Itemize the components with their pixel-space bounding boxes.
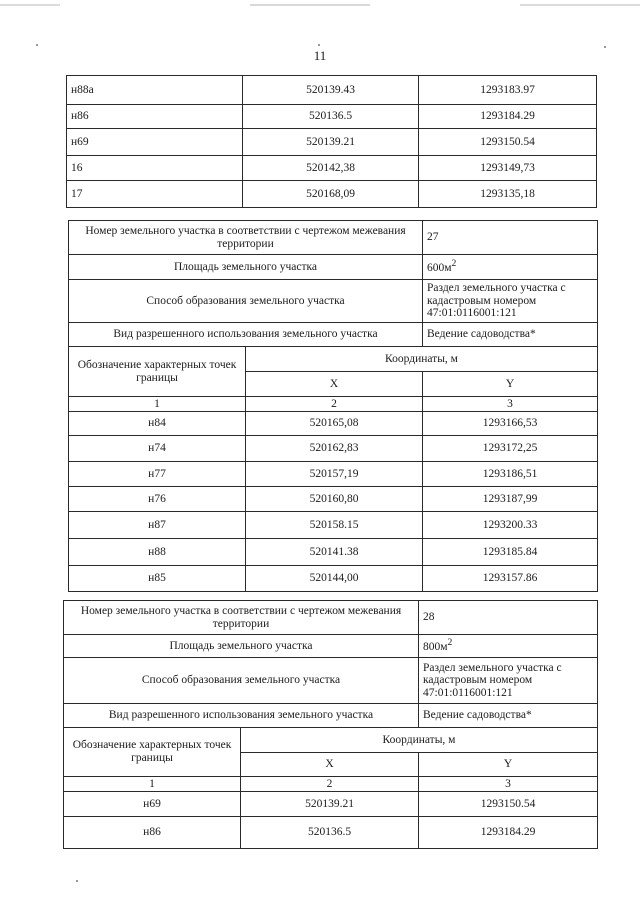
permitted-use-label: Вид разрешенного использования земельного участка	[64, 704, 419, 728]
point-label: н86	[64, 817, 241, 849]
column-number: 3	[419, 777, 598, 792]
coord-x: 520141.38	[246, 539, 423, 566]
point-label: н88а	[67, 76, 243, 105]
table-row	[69, 487, 598, 512]
formation-method-label: Способ образования земельного участка	[64, 658, 419, 704]
parcel-area-label: Площадь земельного участка	[69, 255, 423, 280]
column-number: 1	[69, 397, 246, 412]
coord-y: 1293184.29	[419, 105, 597, 129]
boundary-points-header: Обозначение характерных точек границы	[69, 347, 246, 397]
parcel-27-table	[68, 220, 598, 592]
coord-y: 1293150.54	[419, 792, 598, 817]
coordinates-header: Координаты, м	[241, 728, 598, 753]
coord-y: 1293184.29	[419, 817, 598, 849]
parcel-number-value: 27	[423, 221, 598, 255]
table-row	[69, 539, 598, 566]
coord-x: 520157,19	[246, 462, 423, 487]
parcel-number-row	[69, 221, 598, 255]
coord-y: 1293150.54	[419, 129, 597, 156]
column-x-header: X	[246, 372, 423, 397]
scan-speck	[604, 46, 606, 48]
permitted-use-value: Ведение садоводства*	[419, 704, 598, 728]
boundary-points-header: Обозначение характерных точек границы	[64, 728, 241, 777]
coord-y: 1293187,99	[423, 487, 598, 512]
point-label: 16	[67, 156, 243, 181]
point-label: н77	[69, 462, 246, 487]
coord-x: 520165,08	[246, 412, 423, 436]
scan-speck	[36, 44, 38, 46]
formation-method-row	[64, 658, 598, 704]
coord-y: 1293200.33	[423, 512, 598, 539]
coord-x: 520144,00	[246, 566, 423, 592]
point-label: н69	[64, 792, 241, 817]
coord-x: 520162,83	[246, 436, 423, 462]
coord-x: 520136.5	[243, 105, 419, 129]
table-row	[64, 792, 598, 817]
point-label: н74	[69, 436, 246, 462]
column-number-row	[69, 397, 598, 412]
coord-x: 520158.15	[246, 512, 423, 539]
table-row	[67, 156, 597, 181]
scan-speck	[76, 880, 78, 882]
scan-edge-mark	[0, 4, 60, 6]
point-label: н76	[69, 487, 246, 512]
parcel-28-table	[63, 600, 598, 849]
coord-y: 1293166,53	[423, 412, 598, 436]
formation-method-row	[69, 280, 598, 323]
point-label: н88	[69, 539, 246, 566]
point-label: н87	[69, 512, 246, 539]
table-row	[69, 566, 598, 592]
permitted-use-row	[69, 323, 598, 347]
parcel-number-row	[64, 601, 598, 635]
parcel-area-value: $600м^2$	[423, 255, 598, 280]
column-y-header: Y	[419, 753, 598, 777]
coord-x: 520139.21	[241, 792, 419, 817]
coord-x: 520160,80	[246, 487, 423, 512]
table-row	[67, 181, 597, 208]
formation-method-value: Раздел земельного участка с кадастровым номером 47:01:0116001:121	[419, 658, 598, 704]
point-label: 17	[67, 181, 243, 208]
parcel-number-label: Номер земельного участка в соответствии с чертежом межевания территории	[64, 601, 419, 635]
coord-y: 1293149,73	[419, 156, 597, 181]
coordinates-continuation-table	[66, 75, 597, 208]
parcel-area-label: Площадь земельного участка	[64, 635, 419, 658]
table-row	[67, 76, 597, 105]
column-number: 1	[64, 777, 241, 792]
parcel-area-row	[69, 255, 598, 280]
table-row	[69, 412, 598, 436]
coordinates-header: Координаты, м	[246, 347, 598, 372]
formation-method-value: Раздел земельного участка с кадастровым номером 47:01:0116001:121	[423, 280, 598, 323]
coord-x: 520139.43	[243, 76, 419, 105]
scan-edge-mark	[520, 4, 640, 6]
coords-header-row	[64, 728, 598, 753]
coord-x: 520139.21	[243, 129, 419, 156]
table-row	[67, 129, 597, 156]
area-unit-superscript: 2	[451, 258, 457, 270]
coord-y: 1293172,25	[423, 436, 598, 462]
coord-y: 1293157.86	[423, 566, 598, 592]
table-row	[69, 512, 598, 539]
scan-edge-mark	[250, 4, 370, 6]
coord-y: 1293185.84	[423, 539, 598, 566]
column-x-header: X	[241, 753, 419, 777]
parcel-number-value: 28	[419, 601, 598, 635]
permitted-use-value: Ведение садоводства*	[423, 323, 598, 347]
coord-x: 520168,09	[243, 181, 419, 208]
table-row	[67, 105, 597, 129]
point-label: н85	[69, 566, 246, 592]
table-row	[64, 817, 598, 849]
area-unit-superscript: 2	[447, 637, 453, 649]
coord-x: 520142,38	[243, 156, 419, 181]
coord-y: 1293186,51	[423, 462, 598, 487]
column-number: 2	[246, 397, 423, 412]
parcel-area-row	[64, 635, 598, 658]
column-y-header: Y	[423, 372, 598, 397]
point-label: н86	[67, 105, 243, 129]
column-number: 2	[241, 777, 419, 792]
permitted-use-label: Вид разрешенного использования земельного участка	[69, 323, 423, 347]
formation-method-label: Способ образования земельного участка	[69, 280, 423, 323]
coords-header-row	[69, 347, 598, 372]
parcel-number-label: Номер земельного участка в соответствии с чертежом межевания территории	[69, 221, 423, 255]
coord-x: 520136.5	[241, 817, 419, 849]
table-row	[69, 436, 598, 462]
point-label: н69	[67, 129, 243, 156]
scan-speck	[318, 44, 320, 46]
column-number-row	[64, 777, 598, 792]
parcel-area-value: $800м^2$	[419, 635, 598, 658]
page-number: 11	[313, 48, 327, 63]
column-number: 3	[423, 397, 598, 412]
permitted-use-row	[64, 704, 598, 728]
coord-y: 1293183.97	[419, 76, 597, 105]
coord-y: 1293135,18	[419, 181, 597, 208]
point-label: н84	[69, 412, 246, 436]
table-row	[69, 462, 598, 487]
